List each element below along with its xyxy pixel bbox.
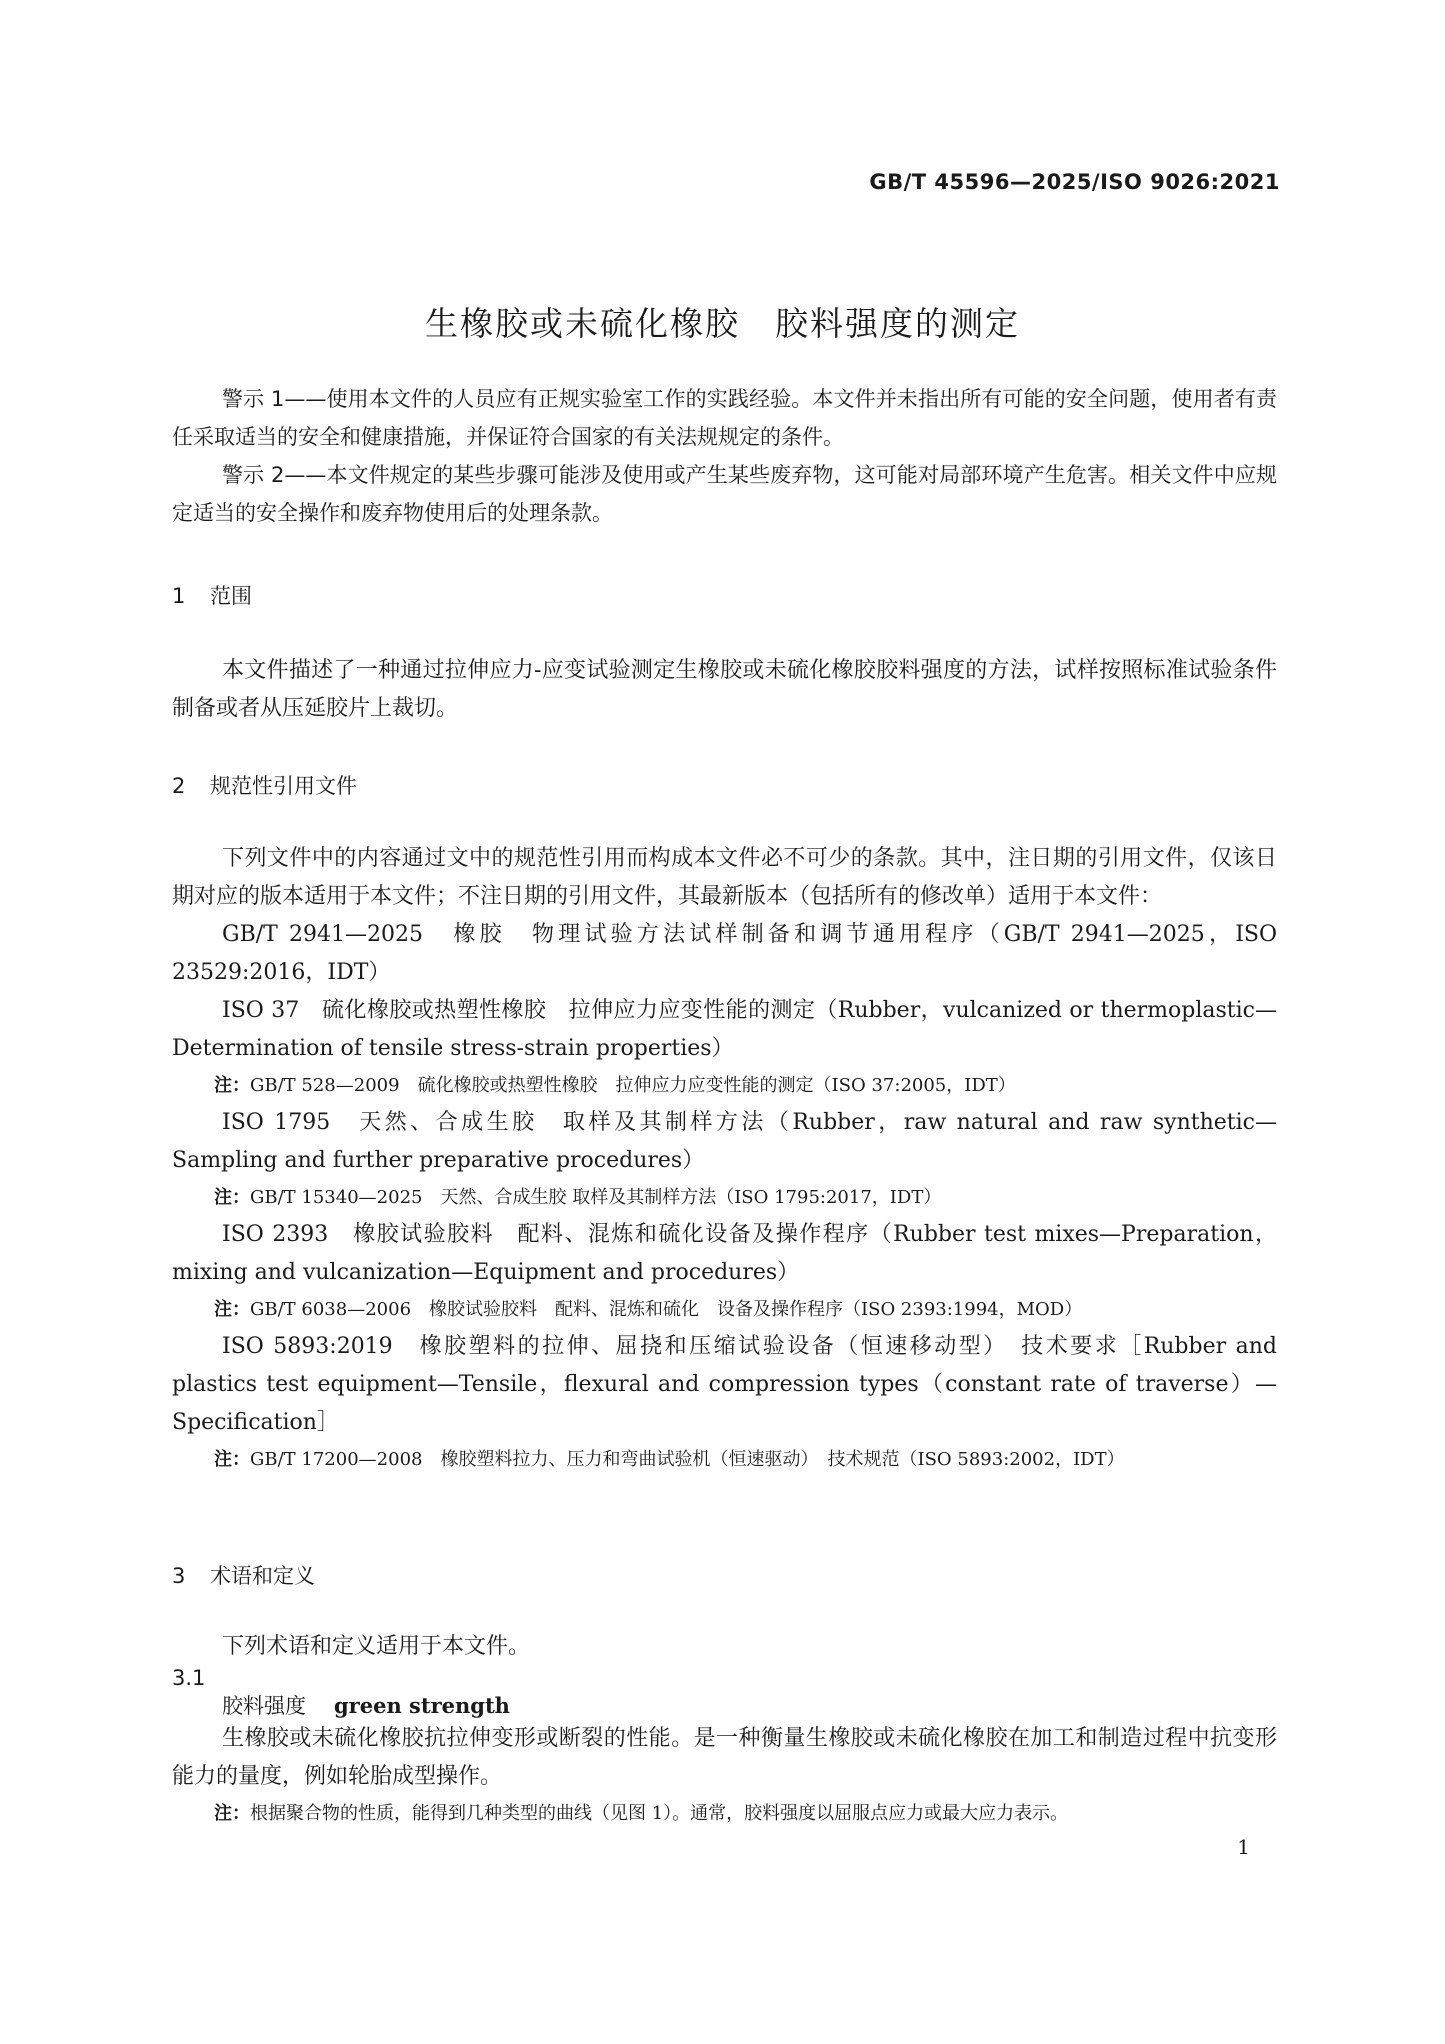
reference-entry: ISO 5893:2019 橡胶塑料的拉伸、屈挠和压缩试验设备（恒速移动型） 技术要求［Rubber and plastics test equipment—Tensile，flexural and compression types（constant rate of traverse）—Specification］ bbox=[172, 1334, 1277, 1435]
section-heading bbox=[172, 1560, 1277, 1590]
note-text: GB/T 528—2009 硫化橡胶或热塑性橡胶 拉伸应力应变性能的测定（ISO 37:2005，IDT） bbox=[250, 1075, 1016, 1096]
page-number: 1 bbox=[1237, 1835, 1250, 1859]
note-text: GB/T 6038—2006 橡胶试验胶料 配料、混炼和硫化 设备及操作程序（ISO 2393:1994，MOD） bbox=[250, 1299, 1083, 1320]
section-title: 规范性引用文件 bbox=[210, 774, 357, 798]
term-name bbox=[172, 1690, 1277, 1720]
term-definition: 生橡胶或未硫化橡胶抗拉伸变形或断裂的性能。是一种衡量生橡胶或未硫化橡胶在加工和制造过程中抗变形能力的量度，例如轮胎成型操作。 bbox=[172, 1726, 1277, 1789]
term-name-en: green strength bbox=[334, 1693, 510, 1718]
references-intro: 下列文件中的内容通过文中的规范性引用而构成本文件必不可少的条款。其中，注日期的引用文件，仅该日期对应的版本适用于本文件；不注日期的引用文件，其最新版本（包括所有的修改单）适用于本文件： bbox=[172, 846, 1277, 909]
section-number: 2 bbox=[172, 774, 186, 798]
section-number: 1 bbox=[172, 584, 186, 608]
reference-note bbox=[172, 1180, 1277, 1216]
note-text: GB/T 15340—2025 天然、合成生胶 取样及其制样方法（ISO 1795:2017，IDT） bbox=[250, 1187, 942, 1208]
note-label: 注： bbox=[214, 1803, 250, 1824]
note-text: 根据聚合物的性质，能得到几种类型的曲线（见图 1）。通常，胶料强度以屈服点应力或最大应力表示。 bbox=[250, 1803, 1069, 1824]
warning-2: 警示 2——本文件规定的某些步骤可能涉及使用或产生某些废弃物，这可能对局部环境产生危害。相关文件中应规定适当的安全操作和废弃物使用后的处理条款。 bbox=[172, 463, 1277, 525]
note-label: 注： bbox=[214, 1449, 250, 1470]
reference-entry: GB/T 2941—2025 橡胶 物理试验方法试样制备和调节通用程序（GB/T 2941—2025，ISO 23529:2016，IDT） bbox=[172, 922, 1277, 985]
reference-entry: ISO 37 硫化橡胶或热塑性橡胶 拉伸应力应变性能的测定（Rubber，vulcanized or thermoplastic—Determination of tensile stress-strain properties） bbox=[172, 998, 1277, 1061]
reference-entry: ISO 2393 橡胶试验胶料 配料、混炼和硫化设备及操作程序（Rubber test mixes—Preparation，mixing and vulcanization—Equipment and procedures） bbox=[172, 1222, 1277, 1285]
note-label: 注： bbox=[214, 1075, 250, 1096]
section-number: 3 bbox=[172, 1564, 186, 1588]
reference-note bbox=[172, 1068, 1277, 1104]
term-number: 3.1 bbox=[172, 1666, 206, 1690]
section-3 bbox=[172, 1560, 1277, 1590]
section-title: 术语和定义 bbox=[210, 1564, 315, 1588]
section-heading bbox=[172, 770, 1277, 800]
section-2 bbox=[172, 770, 1277, 800]
section-3-body bbox=[172, 1628, 1277, 1832]
standard-code: GB/T 45596—2025/ISO 9026:2021 bbox=[869, 170, 1280, 194]
reference-note bbox=[172, 1442, 1277, 1478]
warning-1: 警示 1——使用本文件的人员应有正规实验室工作的实践经验。本文件并未指出所有可能的安全问题，使用者有责任采取适当的安全和健康措施，并保证符合国家的有关法规规定的条件。 bbox=[172, 387, 1277, 449]
terms-intro: 下列术语和定义适用于本文件。 bbox=[222, 1634, 531, 1659]
term-note bbox=[172, 1796, 1277, 1832]
reference-note bbox=[172, 1292, 1277, 1328]
warnings-block bbox=[172, 380, 1277, 532]
document-title: 生橡胶或未硫化橡胶 胶料强度的测定 bbox=[425, 304, 1020, 343]
section-2-body bbox=[172, 840, 1277, 1478]
note-text: GB/T 17200—2008 橡胶塑料拉力、压力和弯曲试验机（恒速驱动） 技术规范（ISO 5893:2002，IDT） bbox=[250, 1449, 1125, 1470]
section-title: 范围 bbox=[210, 584, 252, 608]
section-1 bbox=[172, 580, 1277, 610]
term-name-zh: 胶料强度 bbox=[222, 1694, 306, 1718]
note-label: 注： bbox=[214, 1187, 250, 1208]
scope-paragraph: 本文件描述了一种通过拉伸应力-应变试验测定生橡胶或未硫化橡胶胶料强度的方法，试样按照标准试验条件制备或者从压延胶片上裁切。 bbox=[172, 658, 1277, 721]
section-1-body bbox=[172, 652, 1277, 728]
section-heading bbox=[172, 580, 1277, 610]
reference-entry: ISO 1795 天然、合成生胶 取样及其制样方法（Rubber，raw natural and raw synthetic—Sampling and further preparative procedures） bbox=[172, 1110, 1277, 1173]
note-label: 注： bbox=[214, 1299, 250, 1320]
